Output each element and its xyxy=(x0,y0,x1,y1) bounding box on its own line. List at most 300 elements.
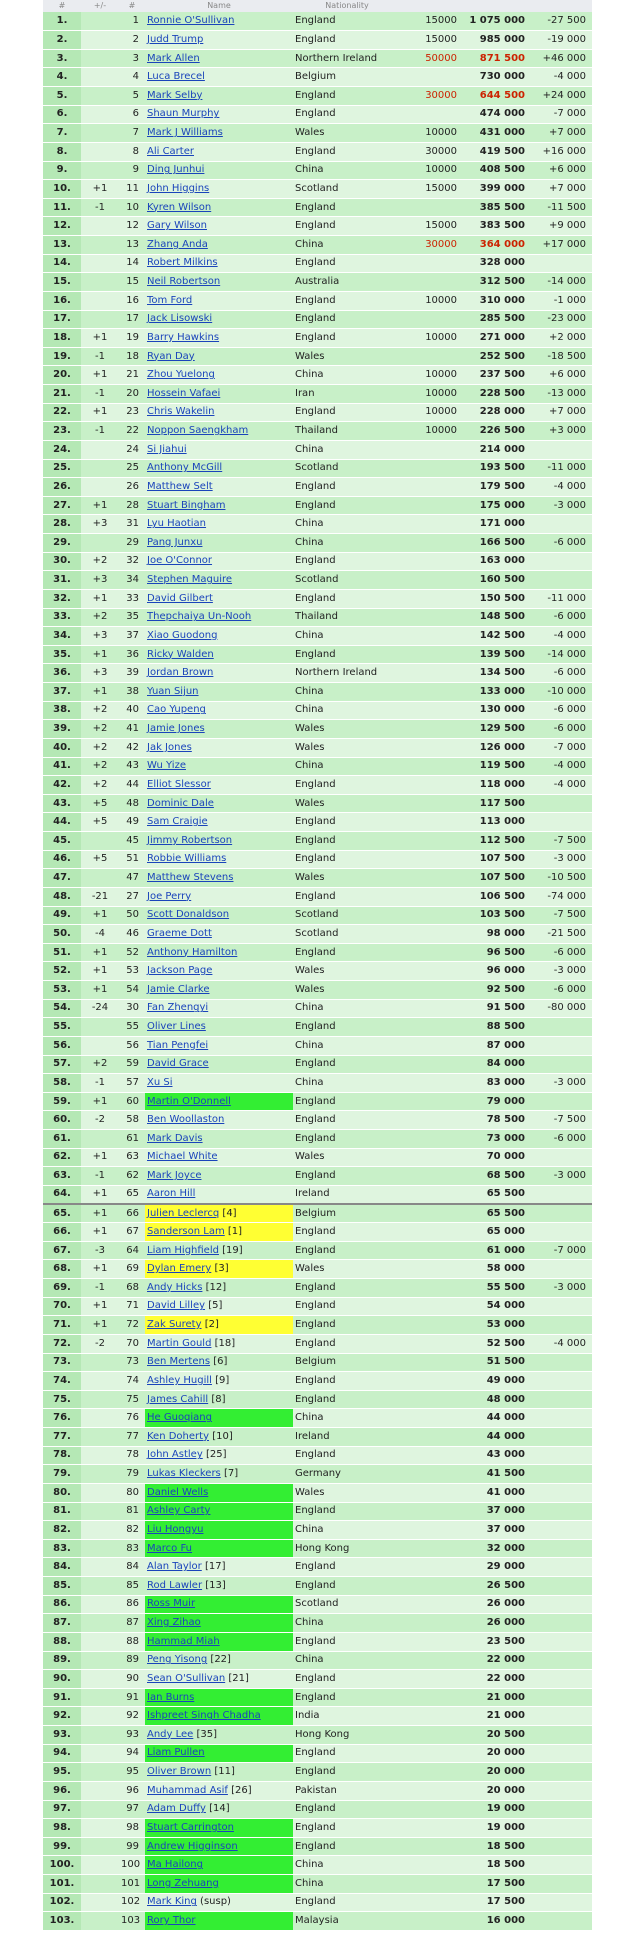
player-nationality: China xyxy=(293,515,401,534)
rank-position: 44. xyxy=(43,813,81,832)
player-nationality: Belgium xyxy=(293,1204,401,1223)
points-difference: -7 500 xyxy=(533,906,592,925)
bonus-points xyxy=(401,1837,459,1856)
player-link[interactable]: Joe Perry xyxy=(147,890,192,902)
player-link[interactable]: Mark Joyce xyxy=(147,1170,202,1182)
player-link[interactable]: Jamie Clarke xyxy=(147,983,210,995)
bonus-points xyxy=(401,720,459,739)
player-link[interactable]: Noppon Saengkham xyxy=(147,425,249,437)
player-link[interactable]: Ben Mertens xyxy=(147,1356,211,1368)
bonus-points xyxy=(401,925,459,944)
previous-rank: 79 xyxy=(119,1465,145,1484)
player-link[interactable]: Jack Lisowski xyxy=(147,313,213,325)
player-link[interactable]: Ishpreet Singh Chadha xyxy=(147,1710,261,1722)
rank-position: 20. xyxy=(43,366,81,385)
table-row xyxy=(43,664,592,683)
player-name-cell xyxy=(145,1893,293,1912)
player-nationality: England xyxy=(293,329,401,348)
bonus-points xyxy=(401,1204,459,1223)
header-position[interactable]: # xyxy=(43,0,81,12)
points-difference xyxy=(533,1819,592,1838)
bonus-points xyxy=(401,1502,459,1521)
player-nationality: Northern Ireland xyxy=(293,49,401,68)
player-link[interactable]: Stuart Carrington xyxy=(147,1821,234,1833)
player-link[interactable]: Ronnie O'Sullivan xyxy=(147,15,235,27)
player-link[interactable]: Martin Gould xyxy=(147,1337,212,1349)
player-name-cell xyxy=(145,1018,293,1037)
player-note: [17] xyxy=(204,1561,226,1573)
rank-position: 95. xyxy=(43,1763,81,1782)
points-difference: +24 000 xyxy=(533,87,592,106)
bonus-points xyxy=(401,1279,459,1298)
rank-change xyxy=(81,1483,119,1502)
points-difference: -7 000 xyxy=(533,738,592,757)
points-difference xyxy=(533,1800,592,1819)
previous-rank: 1 xyxy=(119,12,145,31)
total-points: 285 500 xyxy=(459,310,533,329)
bonus-points xyxy=(401,1316,459,1335)
player-link[interactable]: Ricky Walden xyxy=(147,648,214,660)
player-link[interactable]: Robbie Williams xyxy=(147,853,227,865)
player-link[interactable]: Andy Lee xyxy=(147,1728,194,1740)
player-name-cell xyxy=(145,1539,293,1558)
player-link[interactable]: Thepchaiya Un-Nooh xyxy=(147,611,252,623)
player-link[interactable]: Chris Wakelin xyxy=(147,406,215,418)
bonus-points xyxy=(401,1167,459,1186)
player-link[interactable]: Shaun Murphy xyxy=(147,108,220,120)
points-difference xyxy=(533,571,592,590)
rank-change: +1 xyxy=(81,683,119,702)
player-note: [14] xyxy=(209,1803,230,1815)
rank-change xyxy=(81,1036,119,1055)
points-difference xyxy=(533,1483,592,1502)
player-link[interactable]: Mark King xyxy=(147,1896,197,1908)
player-link[interactable]: Mark Davis xyxy=(147,1132,203,1144)
bonus-points xyxy=(401,1632,459,1651)
player-link[interactable]: Zak Surety xyxy=(147,1319,202,1331)
player-nationality: Ireland xyxy=(293,1428,401,1447)
player-link[interactable]: Sanderson Lam xyxy=(147,1225,225,1237)
player-link[interactable]: Ian Burns xyxy=(147,1691,195,1703)
player-link[interactable]: Sean O'Sullivan xyxy=(147,1672,226,1684)
player-link[interactable]: Xiao Guodong xyxy=(147,629,218,641)
rank-change xyxy=(81,1446,119,1465)
previous-rank: 68 xyxy=(119,1279,145,1298)
total-points: 107 500 xyxy=(459,850,533,869)
bonus-points xyxy=(401,1688,459,1707)
player-nationality: England xyxy=(293,1688,401,1707)
player-link[interactable]: Fan Zhengyi xyxy=(147,1002,209,1014)
bonus-points xyxy=(401,552,459,571)
rank-change: +2 xyxy=(81,1055,119,1074)
player-name-cell xyxy=(145,1372,293,1391)
previous-rank: 15 xyxy=(119,273,145,292)
header-bonus[interactable] xyxy=(401,0,459,12)
points-difference: -6 000 xyxy=(533,608,592,627)
rank-position: 39. xyxy=(43,720,81,739)
player-nationality: China xyxy=(293,1074,401,1093)
points-difference: +7 000 xyxy=(533,403,592,422)
bonus-points xyxy=(401,1856,459,1875)
player-link[interactable]: John Astley xyxy=(147,1449,203,1461)
rank-position: 16. xyxy=(43,291,81,310)
table-row xyxy=(43,366,592,385)
table-row xyxy=(43,1316,592,1335)
player-link[interactable]: Ken Doherty xyxy=(147,1430,209,1442)
bonus-points xyxy=(401,999,459,1018)
player-link[interactable]: Neil Robertson xyxy=(147,276,221,288)
player-link[interactable]: Ding Junhui xyxy=(147,164,205,176)
player-nationality: England xyxy=(293,1297,401,1316)
player-nationality: Thailand xyxy=(293,422,401,441)
rank-position: 10. xyxy=(43,180,81,199)
points-difference xyxy=(533,1726,592,1745)
rank-change: -24 xyxy=(81,999,119,1018)
player-link[interactable]: Si Jiahui xyxy=(147,443,187,455)
player-link[interactable]: Ryan Day xyxy=(147,350,195,362)
header-nationality[interactable]: Nationality xyxy=(293,0,401,12)
bonus-points: 15000 xyxy=(401,31,459,50)
header-name[interactable]: Name xyxy=(145,0,293,12)
player-name-cell xyxy=(145,478,293,497)
player-nationality: China xyxy=(293,1614,401,1633)
points-difference xyxy=(533,794,592,813)
table-row xyxy=(43,645,592,664)
rank-change: +1 xyxy=(81,403,119,422)
player-name-cell xyxy=(145,1521,293,1540)
table-row xyxy=(43,738,592,757)
table-row xyxy=(43,1260,592,1279)
player-link[interactable]: David Gilbert xyxy=(147,592,213,604)
table-row xyxy=(43,459,592,478)
rank-position: 18. xyxy=(43,329,81,348)
previous-rank: 72 xyxy=(119,1316,145,1335)
rank-position: 22. xyxy=(43,403,81,422)
total-points: 160 500 xyxy=(459,571,533,590)
player-link[interactable]: Jordan Brown xyxy=(147,667,214,679)
rank-change xyxy=(81,1130,119,1149)
player-nationality: England xyxy=(293,310,401,329)
player-link[interactable]: Matthew Selt xyxy=(147,480,213,492)
player-link[interactable]: Oliver Brown xyxy=(147,1766,212,1778)
player-link[interactable]: Judd Trump xyxy=(147,33,204,45)
rank-change xyxy=(81,869,119,888)
rank-position: 19. xyxy=(43,347,81,366)
previous-rank: 22 xyxy=(119,422,145,441)
rank-position: 101. xyxy=(43,1875,81,1894)
player-link[interactable]: Anthony McGill xyxy=(147,462,223,474)
previous-rank: 71 xyxy=(119,1297,145,1316)
points-difference: -18 500 xyxy=(533,347,592,366)
player-link[interactable]: Scott Donaldson xyxy=(147,909,230,921)
total-points: 44 000 xyxy=(459,1428,533,1447)
header-difference[interactable] xyxy=(533,0,592,12)
player-link[interactable]: Mark J Williams xyxy=(147,127,223,139)
player-link[interactable]: Lyu Haotian xyxy=(147,518,207,530)
player-link[interactable]: Xing Zihao xyxy=(147,1617,201,1629)
table-row xyxy=(43,813,592,832)
player-link[interactable]: Ben Woollaston xyxy=(147,1114,225,1126)
player-link[interactable]: Kyren Wilson xyxy=(147,201,212,213)
rank-change: +3 xyxy=(81,664,119,683)
total-points: 29 000 xyxy=(459,1558,533,1577)
player-link[interactable]: Sam Craigie xyxy=(147,816,208,828)
table-row xyxy=(43,1912,592,1931)
player-link[interactable]: Peng Yisong xyxy=(147,1654,208,1666)
player-link[interactable]: Wu Yize xyxy=(147,760,186,772)
player-link[interactable]: Ma Hailong xyxy=(147,1859,203,1871)
player-link[interactable]: Rory Thor xyxy=(147,1915,196,1927)
player-link[interactable]: Daniel Wells xyxy=(147,1486,209,1498)
points-difference: -4 000 xyxy=(533,1334,592,1353)
player-link[interactable]: Robert Milkins xyxy=(147,257,218,269)
player-link[interactable]: He Guoqiang xyxy=(147,1412,212,1424)
player-name-cell xyxy=(145,1204,293,1223)
player-link[interactable]: Cao Yupeng xyxy=(147,704,206,716)
table-row xyxy=(43,962,592,981)
player-link[interactable]: Ross Muir xyxy=(147,1598,196,1610)
player-link[interactable]: Martin O'Donnell xyxy=(147,1095,231,1107)
table-row xyxy=(43,1372,592,1391)
bonus-points: 10000 xyxy=(401,422,459,441)
table-row xyxy=(43,142,592,161)
total-points: 84 000 xyxy=(459,1055,533,1074)
total-points: 364 000 xyxy=(459,236,533,255)
bonus-points xyxy=(401,1670,459,1689)
previous-rank: 99 xyxy=(119,1837,145,1856)
total-points: 226 500 xyxy=(459,422,533,441)
bonus-points xyxy=(401,627,459,646)
player-link[interactable]: Jak Jones xyxy=(147,741,192,753)
total-points: 23 500 xyxy=(459,1632,533,1651)
total-points: 142 500 xyxy=(459,627,533,646)
points-difference xyxy=(533,1353,592,1372)
player-link[interactable]: Zhou Yuelong xyxy=(147,369,215,381)
player-name-cell xyxy=(145,1279,293,1298)
player-link[interactable]: Julien Leclercq xyxy=(147,1207,220,1219)
total-points: 431 000 xyxy=(459,124,533,143)
total-points: 70 000 xyxy=(459,1148,533,1167)
player-link[interactable]: Hossein Vafaei xyxy=(147,387,221,399)
points-difference: -4 000 xyxy=(533,757,592,776)
player-link[interactable]: Mark Allen xyxy=(147,52,200,64)
points-difference: -6 000 xyxy=(533,943,592,962)
player-link[interactable]: Oliver Lines xyxy=(147,1021,206,1033)
rank-position: 1. xyxy=(43,12,81,31)
player-nationality: England xyxy=(293,1018,401,1037)
points-difference xyxy=(533,1893,592,1912)
player-link[interactable]: Andy Hicks xyxy=(147,1281,203,1293)
total-points: 96 500 xyxy=(459,943,533,962)
points-difference: -6 000 xyxy=(533,981,592,1000)
rank-position: 47. xyxy=(43,869,81,888)
player-link[interactable]: Anthony Hamilton xyxy=(147,946,238,958)
points-difference: -4 000 xyxy=(533,776,592,795)
player-link[interactable]: Jimmy Robertson xyxy=(147,834,233,846)
player-link[interactable]: Alan Taylor xyxy=(147,1561,202,1573)
player-link[interactable]: Marco Fu xyxy=(147,1542,192,1554)
player-name-cell xyxy=(145,813,293,832)
bonus-points xyxy=(401,1353,459,1372)
player-link[interactable]: Andrew Higginson xyxy=(147,1840,238,1852)
player-link[interactable]: Stephen Maguire xyxy=(147,574,233,586)
player-link[interactable]: Zhang Anda xyxy=(147,238,208,250)
player-link[interactable]: Jamie Jones xyxy=(147,723,205,735)
rank-change: -1 xyxy=(81,1074,119,1093)
player-link[interactable]: Tian Pengfei xyxy=(147,1039,209,1051)
player-link[interactable]: Ali Carter xyxy=(147,145,194,157)
ranking-table xyxy=(43,0,592,1931)
table-row xyxy=(43,1055,592,1074)
player-link[interactable]: Adam Duffy xyxy=(147,1803,206,1815)
player-link[interactable]: Mark Selby xyxy=(147,89,203,101)
player-link[interactable]: Muhammad Asif xyxy=(147,1784,228,1796)
table-row xyxy=(43,1223,592,1242)
player-link[interactable]: Long Zehuang xyxy=(147,1877,219,1889)
table-row xyxy=(43,776,592,795)
table-row xyxy=(43,1111,592,1130)
header-change[interactable]: +/- xyxy=(81,0,119,12)
player-link[interactable]: Rod Lawler xyxy=(147,1579,203,1591)
player-name-cell xyxy=(145,291,293,310)
player-link[interactable]: Liam Highfield xyxy=(147,1244,219,1256)
previous-rank: 101 xyxy=(119,1875,145,1894)
table-row xyxy=(43,496,592,515)
player-nationality: England xyxy=(293,87,401,106)
player-link[interactable]: Graeme Dott xyxy=(147,927,212,939)
bonus-points: 10000 xyxy=(401,366,459,385)
points-difference xyxy=(533,254,592,273)
points-difference: -10 000 xyxy=(533,683,592,702)
table-row xyxy=(43,1893,592,1912)
total-points: 179 500 xyxy=(459,478,533,497)
header-points[interactable] xyxy=(459,0,533,12)
table-row xyxy=(43,1390,592,1409)
rank-position: 28. xyxy=(43,515,81,534)
rank-change xyxy=(81,1744,119,1763)
points-difference xyxy=(533,440,592,459)
previous-rank: 10 xyxy=(119,198,145,217)
table-row xyxy=(43,1074,592,1093)
rank-change xyxy=(81,534,119,553)
rank-change xyxy=(81,254,119,273)
player-link[interactable]: David Lilley xyxy=(147,1300,206,1312)
player-link[interactable]: Liu Hongyu xyxy=(147,1523,204,1535)
rank-change xyxy=(81,217,119,236)
previous-rank: 57 xyxy=(119,1074,145,1093)
player-name-cell xyxy=(145,142,293,161)
player-link[interactable]: Elliot Slessor xyxy=(147,778,211,790)
rank-position: 29. xyxy=(43,534,81,553)
points-difference xyxy=(533,1409,592,1428)
player-link[interactable]: Dominic Dale xyxy=(147,797,214,809)
player-nationality: Northern Ireland xyxy=(293,664,401,683)
player-link[interactable]: Yuan Sijun xyxy=(147,685,199,697)
player-link[interactable]: John Higgins xyxy=(147,182,210,194)
player-note: [22] xyxy=(210,1654,231,1666)
player-link[interactable]: Lukas Kleckers xyxy=(147,1468,221,1480)
previous-rank: 60 xyxy=(119,1092,145,1111)
player-link[interactable]: Luca Brecel xyxy=(147,71,205,83)
rank-position: 90. xyxy=(43,1670,81,1689)
player-link[interactable]: Gary Wilson xyxy=(147,220,207,232)
total-points: 52 500 xyxy=(459,1334,533,1353)
player-name-cell xyxy=(145,1837,293,1856)
player-link[interactable]: Dylan Emery xyxy=(147,1263,212,1275)
player-nationality: China xyxy=(293,366,401,385)
player-link[interactable]: Jackson Page xyxy=(147,965,213,977)
player-nationality: Australia xyxy=(293,273,401,292)
player-link[interactable]: Xu Si xyxy=(147,1076,173,1088)
points-difference xyxy=(533,1148,592,1167)
player-nationality: Scotland xyxy=(293,906,401,925)
player-name-cell xyxy=(145,627,293,646)
player-link[interactable]: Tom Ford xyxy=(147,294,193,306)
player-link[interactable]: Michael White xyxy=(147,1151,218,1163)
table-row xyxy=(43,1670,592,1689)
player-note: [26] xyxy=(231,1784,252,1796)
rank-change: +1 xyxy=(81,1223,119,1242)
total-points: 1 075 000 xyxy=(459,12,533,31)
bonus-points xyxy=(401,906,459,925)
header-previous[interactable]: # xyxy=(119,0,145,12)
player-link[interactable]: Ashley Hugill xyxy=(147,1374,212,1386)
player-nationality: Malaysia xyxy=(293,1912,401,1931)
player-link[interactable]: Barry Hawkins xyxy=(147,331,220,343)
player-link[interactable]: Ashley Carty xyxy=(147,1505,211,1517)
player-link[interactable]: James Cahill xyxy=(147,1393,209,1405)
player-link[interactable]: Matthew Stevens xyxy=(147,872,234,884)
player-link[interactable]: Pang Junxu xyxy=(147,536,203,548)
rank-change xyxy=(81,1539,119,1558)
bonus-points xyxy=(401,832,459,851)
player-link[interactable]: Stuart Bingham xyxy=(147,499,226,511)
player-name-cell xyxy=(145,1446,293,1465)
total-points: 26 000 xyxy=(459,1614,533,1633)
player-link[interactable]: Aaron Hill xyxy=(147,1188,196,1200)
rank-position: 34. xyxy=(43,627,81,646)
player-link[interactable]: Joe O'Connor xyxy=(147,555,213,567)
player-link[interactable]: David Grace xyxy=(147,1058,209,1070)
rank-change: +1 xyxy=(81,906,119,925)
player-nationality: Wales xyxy=(293,1483,401,1502)
rank-change xyxy=(81,1614,119,1633)
player-name-cell xyxy=(145,422,293,441)
rank-change xyxy=(81,1819,119,1838)
points-difference: -3 000 xyxy=(533,1279,592,1298)
bonus-points xyxy=(401,1036,459,1055)
player-link[interactable]: Liam Pullen xyxy=(147,1747,205,1759)
table-row xyxy=(43,1204,592,1223)
rank-change xyxy=(81,459,119,478)
rank-change xyxy=(81,1670,119,1689)
rank-position: 52. xyxy=(43,962,81,981)
rank-change xyxy=(81,161,119,180)
total-points: 26 500 xyxy=(459,1577,533,1596)
player-nationality: England xyxy=(293,31,401,50)
previous-rank: 53 xyxy=(119,962,145,981)
rank-change xyxy=(81,440,119,459)
player-link[interactable]: Hammad Miah xyxy=(147,1635,220,1647)
previous-rank: 78 xyxy=(119,1446,145,1465)
bonus-points xyxy=(401,1893,459,1912)
rank-position: 24. xyxy=(43,440,81,459)
total-points: 73 000 xyxy=(459,1130,533,1149)
previous-rank: 74 xyxy=(119,1372,145,1391)
total-points: 87 000 xyxy=(459,1036,533,1055)
rank-position: 98. xyxy=(43,1819,81,1838)
bonus-points xyxy=(401,198,459,217)
